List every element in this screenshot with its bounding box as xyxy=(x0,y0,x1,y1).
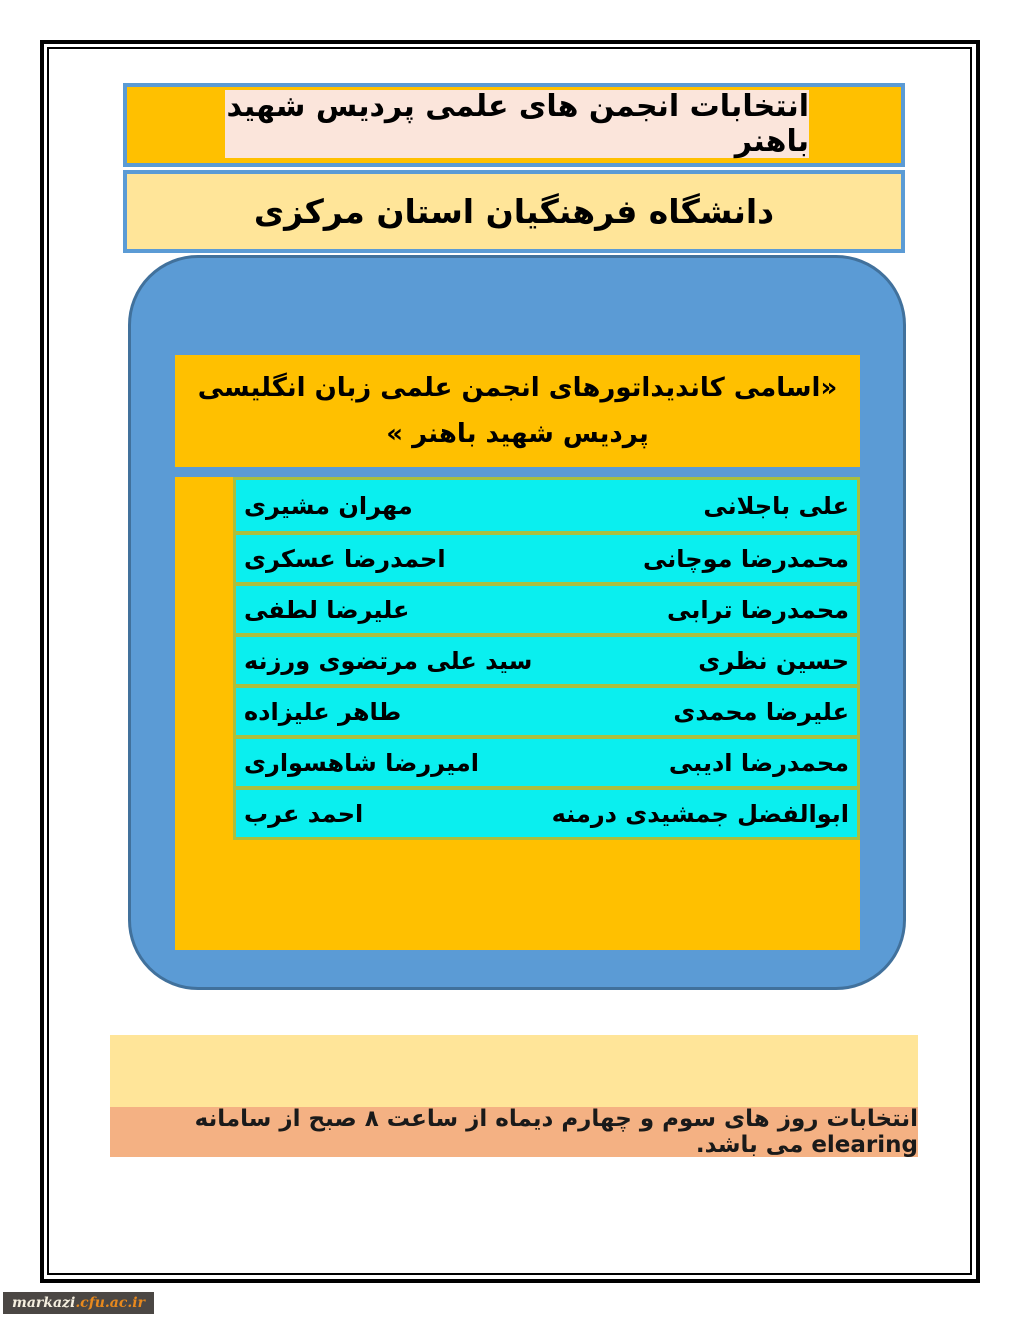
candidate-name-right: محمدرضا موچانی xyxy=(643,544,849,573)
candidate-name-right: ابوالفضل جمشیدی درمنه xyxy=(551,799,849,828)
candidate-row xyxy=(236,684,857,735)
candidate-name-right: حسین نظری xyxy=(698,646,849,675)
candidate-name-right: محمدرضا ادیبی xyxy=(668,748,849,777)
candidate-name-right: علیرضا محمدی xyxy=(673,697,849,726)
watermark-domain: .cfu.ac.ir xyxy=(75,1295,145,1311)
candidate-row xyxy=(236,531,857,582)
candidate-name-left: احمد عرب xyxy=(244,799,364,828)
watermark xyxy=(3,1292,154,1314)
header-subtitle-box xyxy=(123,170,905,253)
footer-spacer-box xyxy=(110,1035,918,1107)
watermark-site: markazi xyxy=(12,1295,76,1311)
candidate-name-left: مهران مشیری xyxy=(244,491,413,520)
panel-title-line1: «اسامی کاندیداتورهای انجمن علمی زبان انگلیسی xyxy=(197,373,838,403)
candidates-list-panel xyxy=(175,477,860,950)
candidate-row xyxy=(236,582,857,633)
candidate-name-left: طاهر علیزاده xyxy=(244,697,402,726)
election-notice-text: انتخابات روز های سوم و چهارم دیماه از ساعت ۸ صبح از سامانه elearing می باشد. xyxy=(194,1106,918,1158)
panel-title-line2: پردیس شهید باهنر » xyxy=(386,419,649,449)
election-notice-bar xyxy=(110,1107,918,1157)
candidate-name-right: محمدرضا ترابی xyxy=(667,595,849,624)
candidate-name-left: احمدرضا عسکری xyxy=(244,544,446,573)
panel-title-box xyxy=(175,355,860,467)
candidates-table xyxy=(233,477,860,840)
header-title-box xyxy=(123,83,905,167)
candidate-name-right: علی باجلانی xyxy=(703,491,849,520)
candidate-row xyxy=(236,735,857,786)
candidate-name-left: امیررضا شاهسواری xyxy=(244,748,479,777)
poster-title: انتخابات انجمن های علمی پردیس شهید باهنر xyxy=(226,89,809,159)
university-name: دانشگاه فرهنگیان استان مرکزی xyxy=(253,192,775,231)
candidate-name-left: سید علی مرتضوی ورزنه xyxy=(244,646,533,675)
candidate-row xyxy=(236,786,857,837)
candidate-name-left: علیرضا لطفی xyxy=(244,595,410,624)
header-title-highlight xyxy=(225,90,809,158)
candidate-row xyxy=(236,480,857,531)
candidate-row xyxy=(236,633,857,684)
